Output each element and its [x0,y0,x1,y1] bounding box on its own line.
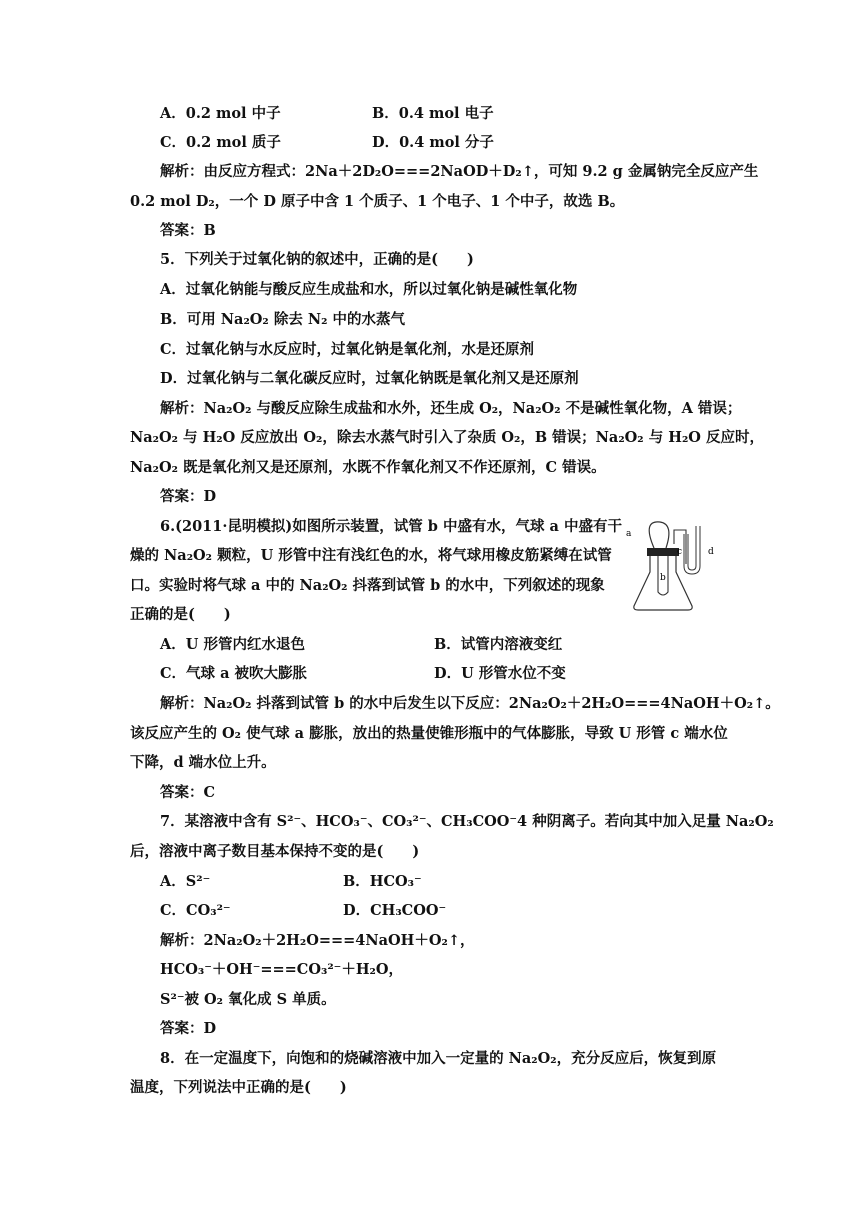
q7-answer: 答案：D [160,1020,217,1037]
q7-stem-line-1: 7．某溶液中含有 S²⁻、HCO₃⁻、CO₃²⁻、CH₃COO⁻4 种阴离子。若向其中加入足量 Na₂O₂ [160,813,774,830]
q5-analysis-line-3: Na₂O₂ 既是氧化剂又是还原剂，水既不作氧化剂又不作还原剂，C 错误。 [130,459,606,476]
q4-option-d: D．0.4 mol 分子 [372,134,494,151]
q5-answer: 答案：D [160,488,217,505]
q5-analysis-line-2: Na₂O₂ 与 H₂O 反应放出 O₂，除去水蒸气时引入了杂质 O₂，B 错误；Na₂O₂ 与 H₂O 反应时， [130,429,764,446]
q8-stem-line-2: 温度，下列说法中正确的是( ) [130,1079,347,1096]
q7-analysis-line-2: HCO₃⁻＋OH⁻===CO₃²⁻＋H₂O， [160,961,404,978]
q4-analysis-line-2: 0.2 mol D₂，一个 D 原子中含 1 个质子、1 个电子、1 个中子，故选 B。 [130,193,625,210]
balloon-icon [649,522,669,548]
q6-option-d: D．U 形管水位不变 [434,665,566,682]
label-c: c [677,547,683,557]
label-a: a [626,529,632,539]
q5-option-b: B．可用 Na₂O₂ 除去 N₂ 中的水蒸气 [160,311,406,328]
q6-apparatus-figure [622,514,732,614]
q7-option-b: B．HCO₃⁻ [343,873,422,890]
q4-analysis-line-1: 解析：由反应方程式：2Na＋2D₂O===2NaOD＋D₂↑，可知 9.2 g 金属钠完全反应产生 [160,163,759,180]
q6-stem-line-1: 6.(2011·昆明模拟)如图所示装置，试管 b 中盛有水，气球 a 中盛有干 [160,518,622,535]
q4-option-a: A．0.2 mol 中子 [160,105,281,122]
q4-answer: 答案：B [160,222,216,239]
q4-option-b: B．0.4 mol 电子 [372,105,494,122]
label-b: b [660,573,666,583]
q5-option-d: D．过氧化钠与二氧化碳反应时，过氧化钠既是氧化剂又是还原剂 [160,370,579,387]
q7-analysis-line-3: S²⁻被 O₂ 氧化成 S 单质。 [160,991,336,1008]
q6-option-c: C．气球 a 被吹大膨胀 [160,665,308,682]
q4-option-c: C．0.2 mol 质子 [160,134,281,151]
q7-option-d: D．CH₃COO⁻ [343,902,447,919]
q6-stem-line-3: 口。实验时将气球 a 中的 Na₂O₂ 抖落到试管 b 的水中，下列叙述的现象 [130,577,605,594]
q6-answer: 答案：C [160,784,216,801]
q7-analysis-line-1: 解析：2Na₂O₂＋2H₂O===4NaOH＋O₂↑， [160,932,475,949]
q6-analysis-line-2: 该反应产生的 O₂ 使气球 a 膨胀，放出的热量使锥形瓶中的气体膨胀，导致 U 形管 c 端水位 [130,725,728,742]
q7-stem-line-2: 后，溶液中离子数目基本保持不变的是( ) [130,843,420,860]
q8-stem-line-1: 8．在一定温度下，向饱和的烧碱溶液中加入一定量的 Na₂O₂，充分反应后，恢复到原 [160,1050,717,1067]
q6-stem-line-2: 燥的 Na₂O₂ 颗粒，U 形管中注有浅红色的水，将气球用橡皮筋紧缚在试管 [130,547,612,564]
label-d: d [708,547,714,557]
q6-option-b: B．试管内溶液变红 [434,636,563,653]
q6-stem-line-4: 正确的是( ) [130,606,231,623]
q6-analysis-line-1: 解析：Na₂O₂ 抖落到试管 b 的水中后发生以下反应：2Na₂O₂＋2H₂O===4NaOH＋O₂↑。 [160,695,780,712]
stopper-icon [647,548,679,556]
q6-analysis-line-3: 下降，d 端水位上升。 [130,754,276,771]
q7-option-c: C．CO₃²⁻ [160,902,231,919]
q5-option-a: A．过氧化钠能与酸反应生成盐和水，所以过氧化钠是碱性氧化物 [160,281,578,298]
q7-option-a: A．S²⁻ [160,873,211,890]
q5-analysis-line-1: 解析：Na₂O₂ 与酸反应除生成盐和水外，还生成 O₂，Na₂O₂ 不是碱性氧化物，A 错误； [160,400,742,417]
q5-stem: 5．下列关于过氧化钠的叙述中，正确的是( ) [160,251,474,268]
q6-option-a: A．U 形管内红水退色 [160,636,305,653]
q5-option-c: C．过氧化钠与水反应时，过氧化钠是氧化剂，水是还原剂 [160,341,535,358]
